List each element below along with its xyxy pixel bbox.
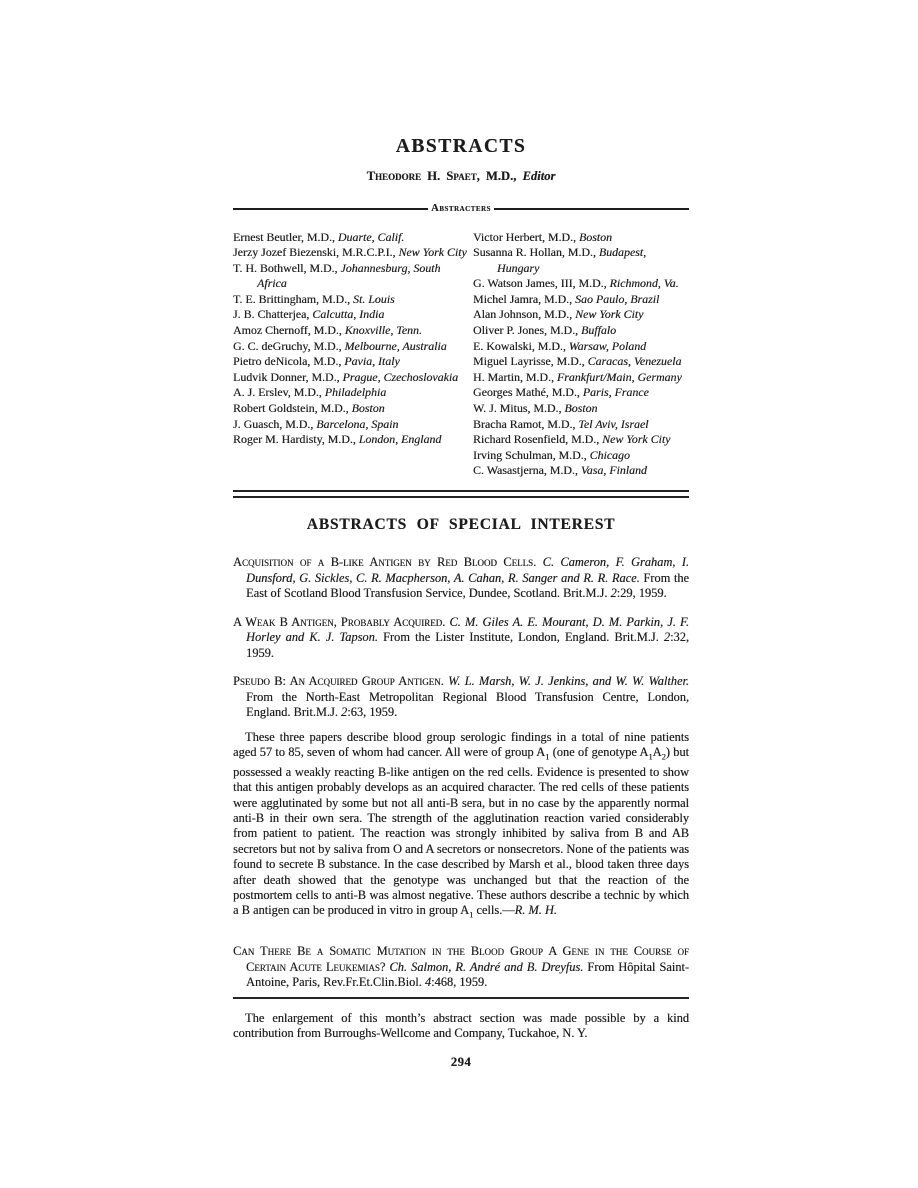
abstracter-location: Frankfurt/Main, Germany: [556, 369, 682, 384]
abstracter-location: New York City: [398, 245, 467, 260]
abstracter-name: C. Wasastjerna, M.D.,: [473, 463, 581, 478]
abstracter-name: H. Martin, M.D.,: [473, 369, 557, 384]
abstracter-location: Prague, Czechoslovakia: [342, 369, 459, 384]
page-title: ABSTRACTS: [395, 136, 527, 157]
subscript-4: 1: [469, 909, 474, 920]
abstracter-entry: [233, 354, 469, 370]
citation-3-title: Pseudo B: An Acquired Group Antigen.: [233, 674, 444, 688]
abstracter-location: New York City: [575, 307, 644, 322]
abstracter-name: A. J. Erslev, M.D.,: [233, 385, 325, 400]
abstracter-location: Boston: [351, 401, 385, 416]
abstracters-divider: [233, 204, 689, 215]
abstracter-name: Oliver P. Jones, M.D.,: [473, 323, 582, 338]
reviewer-initials: R. M. H.: [514, 903, 557, 918]
abstracter-entry: [473, 463, 689, 479]
abstracter-location: Duarte, Calif.: [337, 229, 405, 244]
citation-1: [233, 555, 689, 602]
abstracter-name: G. Watson James, III, M.D.,: [473, 276, 610, 291]
abstracter-name: J. Guasch, M.D.,: [233, 416, 317, 431]
abstracter-name: Alan Johnson, M.D.,: [473, 307, 576, 322]
citation-1-volume: 2: [610, 586, 617, 600]
abstracter-entry: [233, 292, 469, 308]
body-text-4: ) but possessed a weakly reacting B-like antigen on the red cells. Evidence is presented to show that this antigen probably develops as an acquired character. The red cells of these patients were agglutinated by some but not all anti-B sera, but in no case by the apparently normal anti-B in their own sera. The strength of the agglutination reaction varied considerably from patient to patient. The reaction was strongly inhibited by saliva from B and AB secretors but not by saliva from O and A secretors or nonsecretors. None of the patients was found to secrete B substance. In the case described by Marsh et al., blood taken three days after death showed that the genotype was unchanged but that the reaction of the postmortem cells to anti-B was almost negative. These authors describe a technic by which a B antigen can be produced in vitro in group A: [233, 744, 689, 918]
citation-3-authors: W. L. Marsh, W. J. Jenkins, and W. W. Walther.: [443, 674, 689, 688]
abstracter-name: Jerzy Jozef Biezenski, M.R.C.P.I.,: [233, 245, 399, 260]
citation-4-authors: Ch. Salmon, R. André and B. Dreyfus.: [385, 959, 584, 974]
abstracter-location: Boston: [578, 229, 612, 244]
citation-3-source: From the North-East Metropolitan Regional Blood Transfusion Centre, London, England. Brit.M.J.: [246, 689, 689, 719]
body-text-3: A: [652, 744, 662, 759]
citation-2-volume: 2: [663, 630, 671, 644]
abstracter-entry: [233, 230, 469, 246]
abstracter-entry: [473, 370, 689, 386]
abstracter-name: Michel Jamra, M.D.,: [473, 291, 576, 306]
body-text-1: These three papers describe blood group serologic findings in a total of nine patients aged 57 to 85, seven of whom had cancer. All were of group A: [233, 729, 689, 759]
abstracter-location: Boston: [564, 401, 598, 416]
abstracter-entry: [233, 417, 469, 433]
citation-4: [233, 944, 689, 991]
abstracter-name: Irving Schulman, M.D.,: [473, 447, 590, 462]
citation-3: [233, 674, 689, 721]
abstracter-location: Philadelphia: [324, 385, 387, 400]
abstracter-name: T. H. Bothwell, M.D.,: [233, 260, 341, 275]
abstracter-location: Calcutta, India: [312, 307, 385, 322]
abstracter-entry: [473, 401, 689, 417]
abstracter-name: Robert Goldstein, M.D.,: [233, 401, 352, 416]
abstracters-column-left: [233, 230, 469, 480]
abstracter-location: Warsaw, Poland: [568, 338, 647, 353]
abstracter-entry: [473, 339, 689, 355]
abstracter-entry: [233, 432, 469, 448]
abstracter-name: Bracha Ramot, M.D.,: [473, 416, 579, 431]
citation-4-pages: :468, 1959.: [431, 975, 488, 990]
content-column: [233, 0, 689, 1070]
abstracter-name: Roger M. Hardisty, M.D.,: [233, 432, 359, 447]
abstracter-name: W. J. Mitus, M.D.,: [473, 401, 565, 416]
section-double-rule: [233, 490, 689, 498]
abstracter-entry: [233, 385, 469, 401]
abstracter-location: Sao Paulo, Brazil: [575, 291, 660, 306]
abstracters-column-right: [473, 230, 689, 480]
abstracter-entry: [473, 385, 689, 401]
abstracter-name: T. E. Brittingham, M.D.,: [233, 291, 353, 306]
abstracter-entry: [233, 245, 469, 261]
abstracter-name: Ludvik Donner, M.D.,: [233, 369, 343, 384]
abstracter-location: Buffalo: [581, 323, 617, 338]
abstracter-name: Pietro deNicola, M.D.,: [233, 354, 345, 369]
abstracter-entry: [473, 307, 689, 323]
citation-3-pages: :63, 1959.: [347, 705, 398, 719]
abstract-body-paragraph: [233, 730, 689, 924]
citation-2-authors: C. M. Giles A. E. Mourant, D. M. Parkin, J. F. Horley and K. J. Tapson.: [246, 614, 689, 644]
abstracter-entry: [473, 323, 689, 339]
citation-1-authors: C. Cameron, F. Graham, I. Dunsford, G. Sickles, C. R. Macpherson, A. Cahan, R. Sanger and R. R. Race.: [246, 555, 689, 585]
abstracter-location: Pavia, Italy: [344, 354, 400, 369]
citation-1-title: Acquisition of a B-like Antigen by Red Blood Cells.: [233, 555, 537, 569]
abstracter-location: Johannesburg, South Africa: [257, 260, 441, 291]
abstracter-entry: [473, 245, 689, 276]
subscript-1: 1: [545, 751, 550, 762]
abstracter-name: Victor Herbert, M.D.,: [473, 229, 579, 244]
citation-1-source: From the East of Scotland Blood Transfusion Service, Dundee, Scotland. Brit.M.J.: [246, 570, 689, 600]
citation-2-title: A Weak B Antigen, Probably Acquired.: [233, 614, 446, 629]
special-interest-heading: ABSTRACTS OF SPECIAL INTEREST: [306, 516, 616, 533]
editor-name: Theodore H. Spaet,: [366, 169, 480, 183]
abstracter-name: Georges Mathé, M.D.,: [473, 385, 583, 400]
abstracter-name: Miguel Layrisse, M.D.,: [473, 354, 588, 369]
citation-3-volume: 2: [341, 705, 348, 719]
abstracters-list: [233, 230, 689, 480]
acknowledgment-paragraph: The enlargement of this month’s abstract section was made possible by a kind contribution from Burroughs-Wellcome and Company, Tuckahoe, N. Y.: [233, 1010, 689, 1041]
abstracter-location: St. Louis: [353, 291, 395, 306]
abstracter-entry: [473, 448, 689, 464]
citation-1-pages: :29, 1959.: [616, 586, 667, 600]
abstracter-location: Richmond, Va.: [609, 276, 679, 291]
abstracter-name: J. B. Chatterjea,: [233, 307, 313, 322]
abstracter-location: Chicago: [589, 447, 630, 462]
abstracter-name: Amoz Chernoff, M.D.,: [233, 323, 345, 338]
citation-4-source: From Hôpital Saint-Antoine, Paris, Rev.Fr.Et.Clin.Biol.: [246, 959, 689, 990]
abstracter-location: Melbourne, Australia: [344, 338, 447, 353]
abstracter-entry: [233, 261, 469, 292]
abstracter-location: New York City: [602, 432, 671, 447]
abstracter-entry: [473, 292, 689, 308]
abstracter-entry: [233, 339, 469, 355]
abstracter-location: Caracas, Venezuela: [587, 354, 682, 369]
abstracter-entry: [473, 354, 689, 370]
abstracter-location: London, England: [358, 432, 442, 447]
editor-byline: [233, 169, 689, 184]
abstracter-name: Richard Rosenfield, M.D.,: [473, 432, 603, 447]
abstracter-location: Budapest, Hungary: [497, 245, 647, 275]
abstracter-location: Knoxville, Tenn.: [344, 323, 422, 338]
abstracter-entry: [473, 276, 689, 292]
divider-line-left: [233, 208, 428, 210]
editor-role: Editor: [522, 169, 556, 183]
citation-4-title: Can There Be a Somatic Mutation in the Blood Group A Gene in the Course of Certain Acute Leukemias?: [233, 944, 689, 974]
citation-2: [233, 615, 689, 662]
page-number: 294: [450, 1054, 472, 1069]
citation-4-volume: 4: [424, 975, 432, 990]
citation-2-source: From the Lister Institute, London, England. Brit.M.J.: [377, 630, 664, 644]
abstracter-entry: [473, 432, 689, 448]
citation-2-pages: :32, 1959.: [246, 630, 689, 660]
abstracter-name: G. C. deGruchy, M.D.,: [233, 338, 345, 353]
abstracter-entry: [473, 417, 689, 433]
divider-line-right: [494, 208, 689, 210]
abstracter-location: Paris, France: [582, 385, 649, 400]
footer-rule: [233, 997, 689, 999]
abstracter-location: Vasa, Finland: [580, 463, 647, 478]
abstracter-location: Barcelona, Spain: [316, 416, 399, 431]
abstracter-entry: [473, 230, 689, 246]
abstracter-name: Susanna R. Hollan, M.D.,: [473, 245, 599, 260]
body-text-5: cells.—: [473, 903, 515, 918]
subscript-3: 2: [661, 751, 666, 762]
abstracter-name: E. Kowalski, M.D.,: [473, 338, 569, 353]
abstracter-entry: [233, 323, 469, 339]
abstracters-label: Abstracters: [431, 203, 491, 214]
subscript-2: 1: [648, 751, 653, 762]
abstracter-entry: [233, 307, 469, 323]
abstracter-entry: [233, 370, 469, 386]
editor-degree: M.D.,: [479, 169, 523, 183]
abstracter-location: Tel Aviv, Israel: [578, 416, 649, 431]
abstracter-name: Ernest Beutler, M.D.,: [233, 229, 338, 244]
body-text-2: (one of genotype A: [549, 744, 649, 759]
abstracter-entry: [233, 401, 469, 417]
